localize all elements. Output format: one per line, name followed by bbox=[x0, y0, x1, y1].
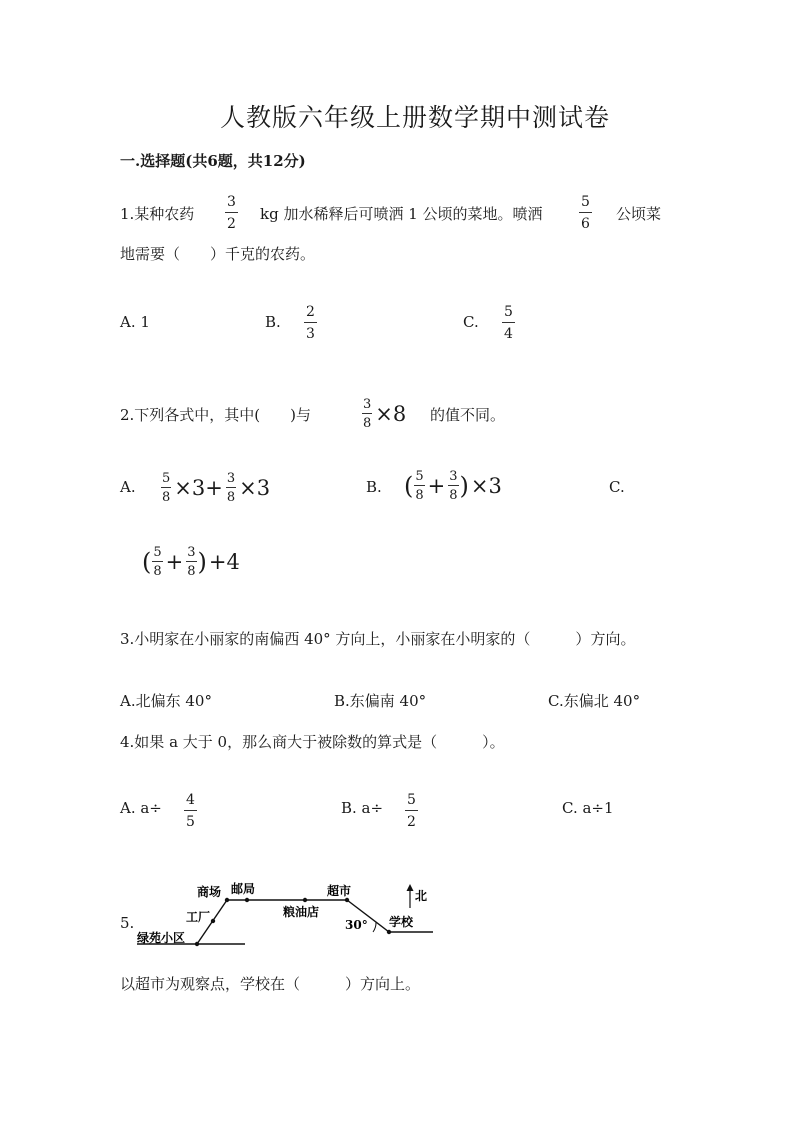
q2-option-a[interactable]: A. bbox=[120, 478, 136, 496]
q2c-f1-numerator: 5 bbox=[153, 545, 162, 560]
map-label-school: 学校 bbox=[389, 915, 414, 929]
q1-text-part3: 公顷菜 bbox=[616, 205, 662, 223]
map-label-shop: 商场 bbox=[197, 885, 222, 899]
q3-option-c[interactable]: C.东偏北 40° bbox=[548, 692, 641, 710]
q2-text-part1: 2.下列各式中，其中( )与 bbox=[120, 406, 312, 424]
q2b-f2-numerator: 3 bbox=[449, 469, 458, 484]
q2b-f2-denominator: 8 bbox=[448, 485, 458, 502]
q2-expr-rest: ×8 bbox=[375, 402, 407, 426]
q2a-f1-denominator: 8 bbox=[161, 487, 171, 504]
q2b-f1-denominator: 8 bbox=[414, 485, 424, 502]
q2-expression bbox=[361, 398, 408, 430]
q4-option-b-fraction bbox=[405, 793, 418, 829]
q3-text: 3.小明家在小丽家的南偏西 40° 方向上，小丽家在小明家的（ ）方向。 bbox=[120, 630, 636, 648]
q2a-f2-numerator: 3 bbox=[226, 471, 236, 486]
q1-optb-denominator: 3 bbox=[304, 322, 317, 341]
q2-option-c-expression bbox=[142, 546, 242, 578]
q2c-f1-denominator: 8 bbox=[152, 561, 162, 578]
q4a-denominator: 5 bbox=[184, 810, 197, 829]
q2b-plus: + bbox=[427, 474, 446, 498]
section-heading: 一.选择题(共6题，共12分) bbox=[120, 152, 306, 170]
q4-option-c[interactable]: C. a÷1 bbox=[562, 799, 614, 817]
q1-frac2-denominator: 6 bbox=[579, 212, 592, 231]
q4a-numerator: 4 bbox=[186, 792, 195, 808]
q1-text-line2: 地需要（ ）千克的农药。 bbox=[120, 245, 316, 263]
q1-fraction-2 bbox=[579, 195, 592, 231]
q1-option-a[interactable]: A. 1 bbox=[120, 313, 150, 331]
q1-frac1-numerator: 3 bbox=[227, 194, 236, 210]
q1-text-part1: 1.某种农药 bbox=[120, 205, 195, 223]
q2c-term: +4 bbox=[208, 550, 240, 574]
map-label-residence: 绿苑小区 bbox=[137, 931, 186, 945]
map-label-market: 超市 bbox=[327, 884, 352, 898]
map-point-post bbox=[245, 898, 249, 902]
q2-text-part2: 的值不同。 bbox=[430, 406, 506, 424]
q3-option-b[interactable]: B.东偏南 40° bbox=[334, 692, 427, 710]
q2c-right-paren: ) bbox=[197, 548, 207, 576]
q2c-f2-numerator: 3 bbox=[187, 545, 196, 560]
q2c-plus: + bbox=[165, 550, 184, 574]
map-label-grain: 粮油店 bbox=[283, 905, 320, 919]
map-label-factory: 工厂 bbox=[186, 910, 211, 924]
q4b-denominator: 2 bbox=[405, 810, 418, 829]
q4-option-a[interactable]: A. a÷ bbox=[120, 799, 162, 817]
q2-expr-denominator: 8 bbox=[362, 413, 372, 430]
north-arrow-icon bbox=[407, 884, 414, 891]
q4-text: 4.如果 a 大于 0，那么商大于被除数的算式是（ ）。 bbox=[120, 733, 505, 751]
q2-option-b[interactable]: B. bbox=[366, 478, 382, 496]
map-label-post: 邮局 bbox=[231, 882, 256, 896]
q1-option-c-fraction bbox=[502, 305, 515, 341]
map-point-residence bbox=[195, 942, 199, 946]
q1-option-b[interactable]: B. bbox=[265, 313, 281, 331]
q1-optc-denominator: 4 bbox=[502, 322, 515, 341]
q4-option-a-fraction bbox=[184, 793, 197, 829]
map-angle-arc bbox=[373, 922, 376, 932]
q2-option-a-expression bbox=[160, 472, 272, 504]
q2a-f2-denominator: 8 bbox=[226, 487, 236, 504]
map-point-school bbox=[387, 930, 391, 934]
q5-question: 以超市为观察点，学校在（ ）方向上。 bbox=[120, 975, 421, 993]
map-point-shop bbox=[225, 898, 229, 902]
q1-option-c[interactable]: C. bbox=[463, 313, 479, 331]
map-point-grain bbox=[303, 898, 307, 902]
q2c-left-paren: ( bbox=[142, 548, 152, 576]
q3-option-a[interactable]: A.北偏东 40° bbox=[120, 692, 212, 710]
q2a-f1-numerator: 5 bbox=[162, 471, 171, 486]
map-label-north: 北 bbox=[415, 889, 428, 903]
q1-fraction-1 bbox=[225, 195, 238, 231]
q2a-term1: ×3+ bbox=[174, 476, 223, 500]
q2-expr-numerator: 3 bbox=[363, 397, 372, 412]
q4b-numerator: 5 bbox=[407, 792, 416, 808]
q1-optb-numerator: 2 bbox=[306, 304, 315, 320]
q2-option-b-expression bbox=[404, 470, 504, 502]
q5-number: 5. bbox=[120, 914, 135, 932]
q2b-left-paren: ( bbox=[404, 472, 414, 500]
q1-option-b-fraction bbox=[304, 305, 317, 341]
map-label-angle: 30° bbox=[345, 918, 368, 932]
q2c-f2-denominator: 8 bbox=[186, 561, 196, 578]
q2b-right-paren: ) bbox=[459, 472, 469, 500]
q2a-term2: ×3 bbox=[239, 476, 271, 500]
q1-text-part2: kg 加水稀释后可喷洒 1 公顷的菜地。喷洒 bbox=[260, 205, 543, 223]
q2-option-c[interactable]: C. bbox=[609, 478, 625, 496]
q2b-f1-numerator: 5 bbox=[415, 469, 424, 484]
map-point-factory bbox=[211, 919, 215, 923]
q4-option-b[interactable]: B. a÷ bbox=[341, 799, 384, 817]
q2b-term: ×3 bbox=[470, 474, 502, 498]
map-point-market bbox=[345, 898, 349, 902]
q1-frac2-numerator: 5 bbox=[581, 194, 590, 210]
q1-frac1-denominator: 2 bbox=[225, 212, 238, 231]
q1-optc-numerator: 5 bbox=[504, 304, 513, 320]
page-title: 人教版六年级上册数学期中测试卷 bbox=[220, 103, 611, 132]
q5-map-figure bbox=[137, 878, 457, 953]
